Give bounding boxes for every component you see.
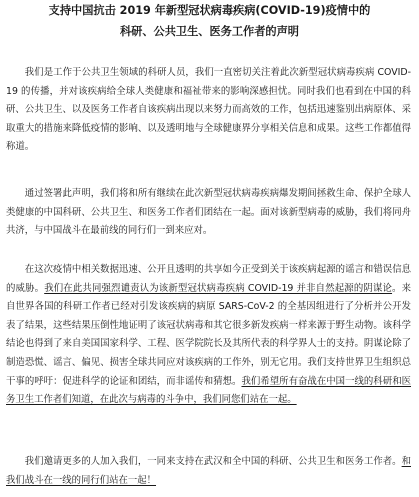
title-line-1: 支持中国抗击 2019 年新型冠状病毒疾病(COVID-19)疫情中的	[48, 4, 371, 17]
paragraph-misinformation	[6, 261, 411, 410]
stand-together-underlined: 和我们战斗在一线的同行们站在一起！	[6, 456, 411, 486]
document-title	[6, 0, 413, 42]
misinformation-text-a: 在这次疫情中相关数据迅速、公开且透明的共享如今正受到关于该疾病起源的谣言和错误信息的威胁。	[6, 264, 411, 294]
paragraph-solidarity: 通过签署此声明，我们将和所有继续在此次新型冠状病毒疾病爆发期间拯救生命、保护全球人类健康的中国科研、公共卫生、和医务工作者们团结在一起。面对该新型病毒的威胁，我们将同舟共济，与中国战斗在最前线的同行们一到来应对。	[6, 188, 411, 237]
paragraph-invitation	[6, 453, 411, 490]
misinformation-text-c: 。来自世界各国的科研工作者已经对引发该疾病的病原 SARS-CoV-2 的全基因组进行了分析并公开发表了结果，这些结果压倒性地证明了该冠状病毒和其它很多新发疾病一样来源于野生动物。该科学结论也得到了来自美国国家科学、工程、医学院院长及其所代表的科学界人士的支持。阴谋论除了制造恐慌、谣言、偏见、损害全球共同应对该疾病的工作外，别无它用。我们支持世界卫生组织总干事的呼吁：促进科学的论证和团结，而非谣传和猜想。	[6, 282, 411, 387]
title-line-2: 科研、公共卫生、医务工作者的声明	[119, 25, 299, 38]
conspiracy-condemnation-underlined: 我们在此共同强烈谴责认为该新型冠状病毒疾病 COVID-19 并非自然起源的阴谋论	[44, 282, 393, 294]
invitation-text-a: 我们邀请更多的人加入我们，一同来支持在武汉和全中国的科研、公共卫生和医务工作者。	[24, 456, 402, 467]
standing-with-you-underlined: 我们希望所有奋战在中国一线的科研和医务卫生工作者们知道，在此次与病毒的斗争中，我们同您们站在一起。	[6, 375, 411, 406]
paragraph-intro: 我们是工作于公共卫生领域的科研人员，我们一直密切关注着此次新型冠状病毒疾病 COVID-19 的传播，并对该疾病给全球人类健康和福祉带来的影响深感担忧。同时我们也看到在中国的科研、公共卫生、以及医务工作者自该疾病出现以来努力而高效的工作，包括迅速鉴别出病原体、采取重大的措施来降低疫情的影响、以及透明地与全球健康界分享相关信息和成果。这些工作都值得称道。	[6, 67, 411, 153]
